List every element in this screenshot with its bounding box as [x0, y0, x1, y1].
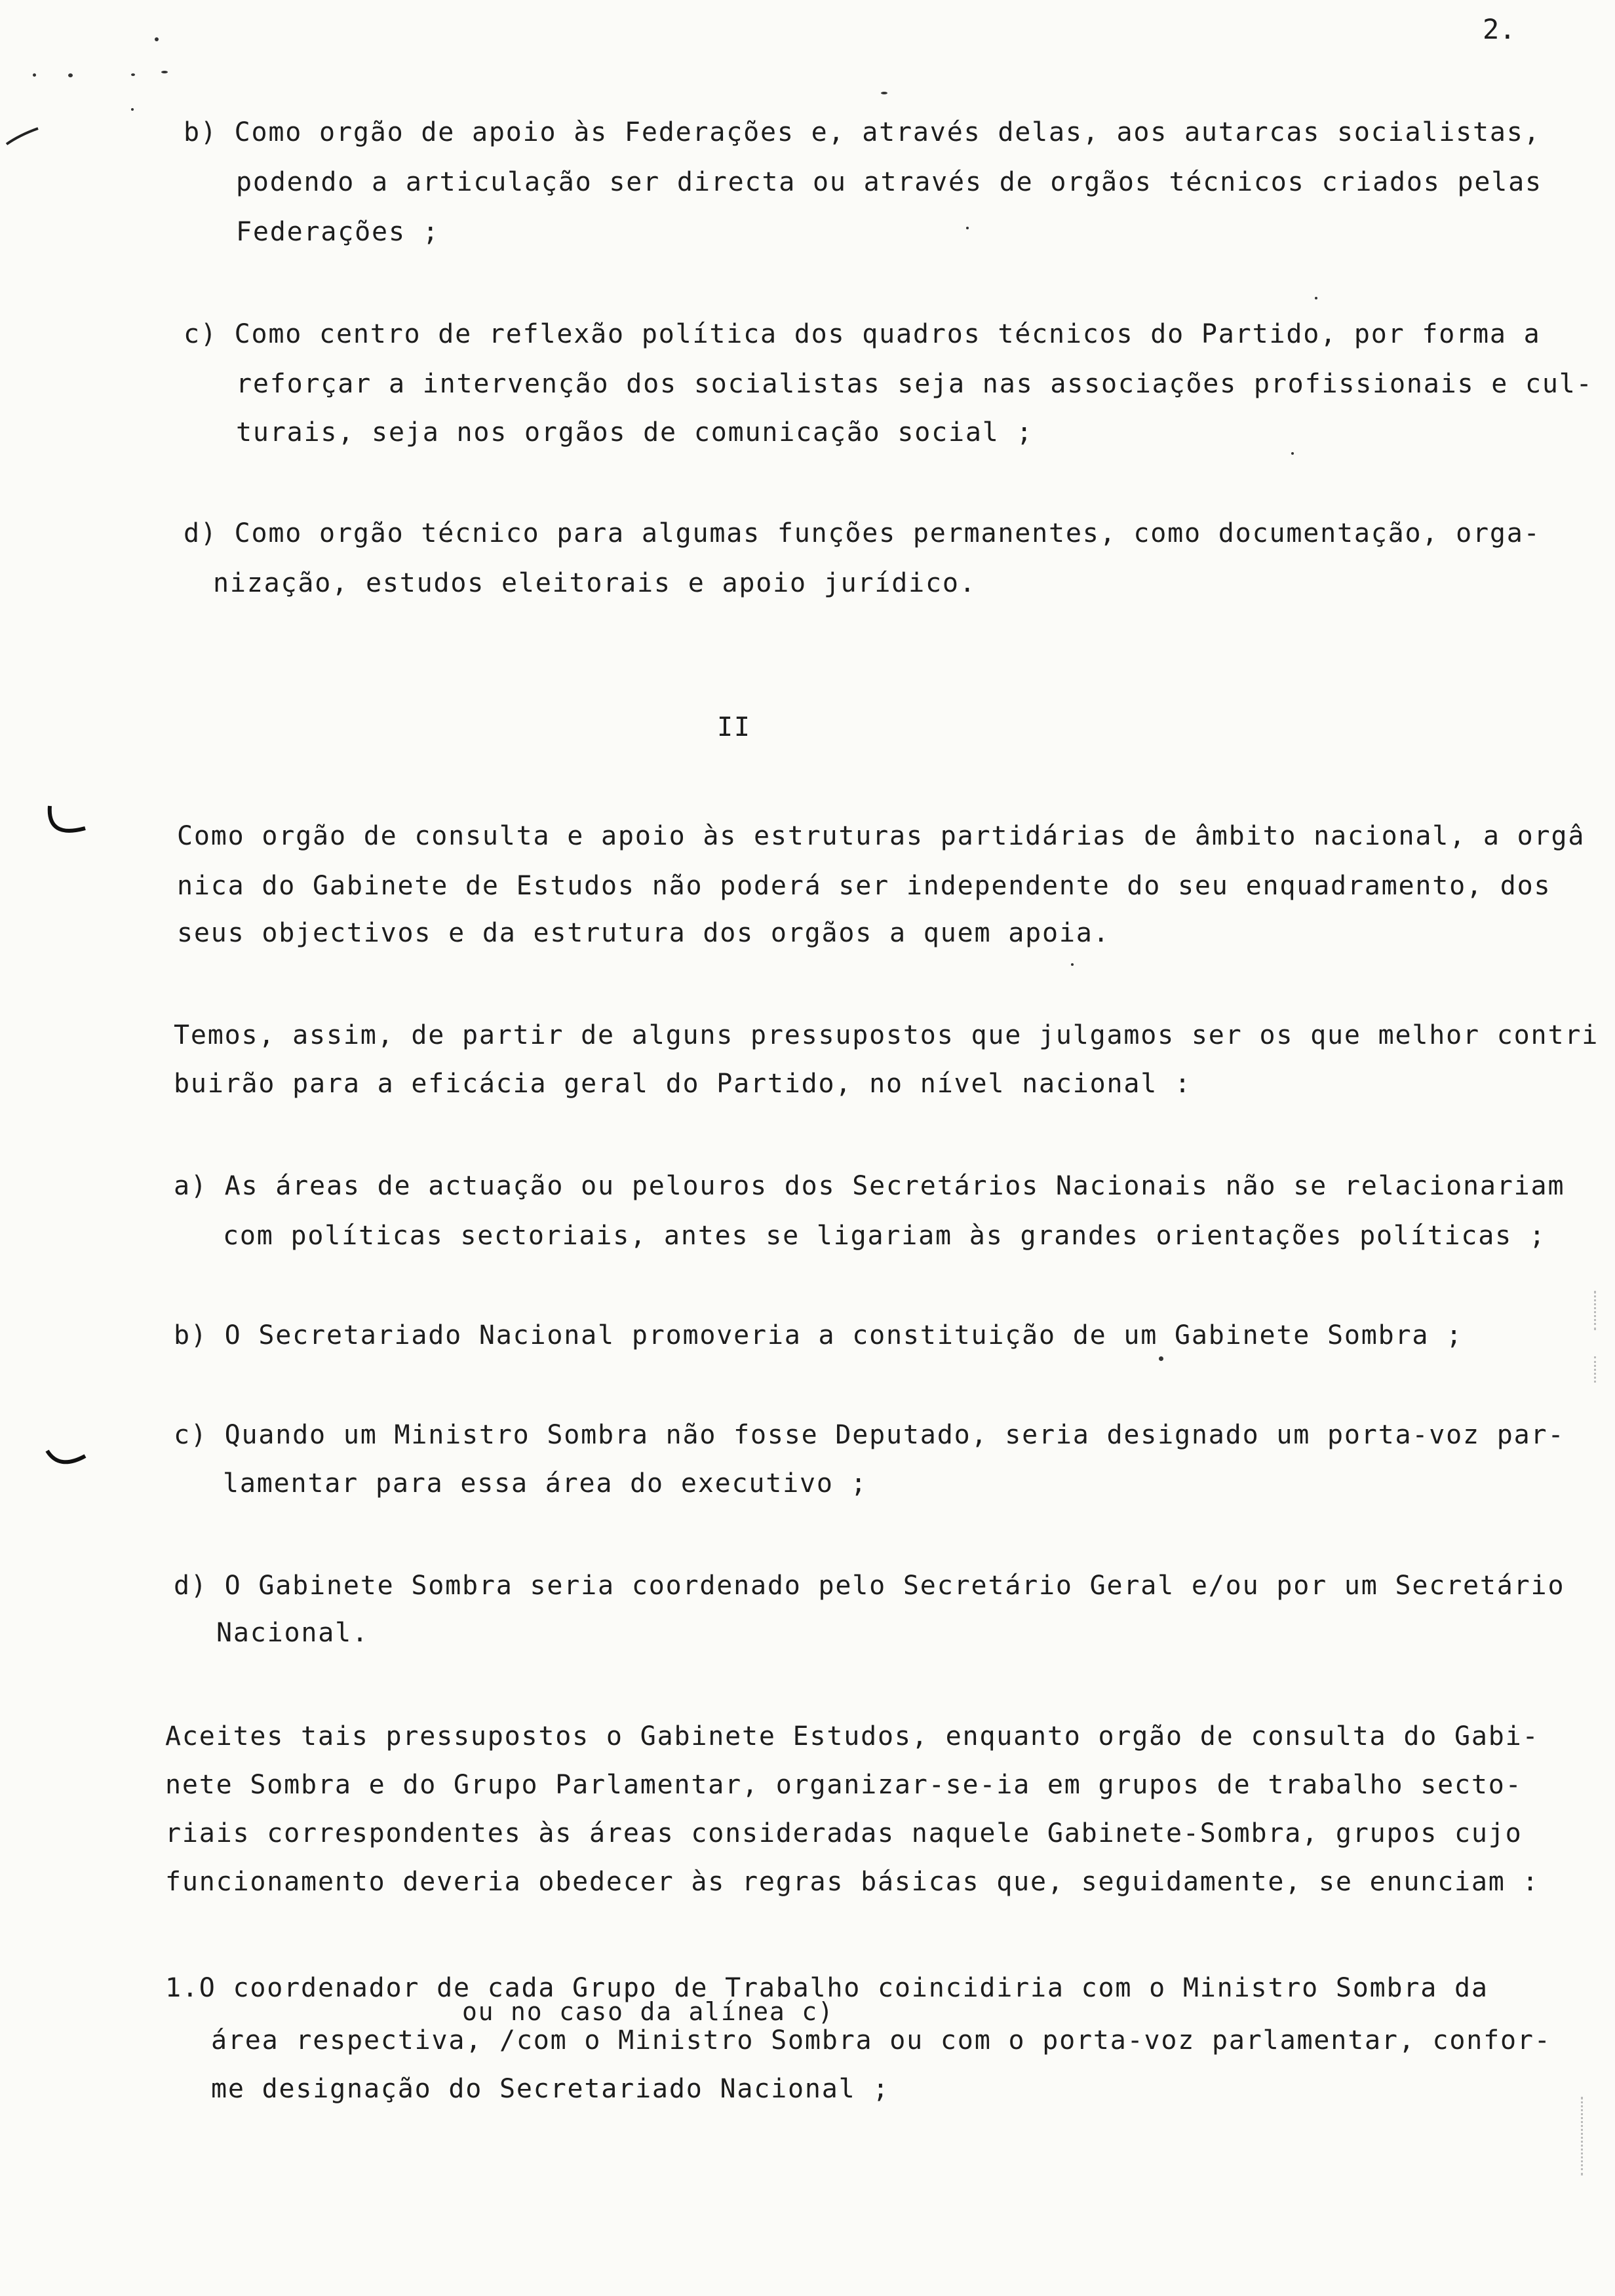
ink-speck	[1315, 297, 1317, 299]
scan-artifact	[1594, 1291, 1596, 1330]
item-d-line-2: nização, estudos eleitorais e apoio jurídico.	[213, 568, 977, 598]
point-a-line-2: com políticas sectoriais, antes se ligariam às grandes orientações políticas ;	[223, 1221, 1546, 1251]
rule-1-line-3: me designação do Secretariado Nacional ;	[211, 2074, 890, 2104]
point-b-line-1: b) O Secretariado Nacional promoveria a constituição de um Gabinete Sombra ;	[174, 1320, 1464, 1350]
point-d-line-2: Nacional.	[216, 1618, 369, 1648]
para-2-line-2: buirão para a eficácia geral do Partido, no nível nacional :	[174, 1069, 1192, 1099]
ink-speck	[1159, 1356, 1163, 1361]
item-d-line-1: d) Como orgão técnico para algumas funções permanentes, como documentação, orga-	[184, 518, 1541, 548]
item-b-line-3: Federações ;	[236, 217, 440, 247]
ink-speck	[881, 92, 887, 94]
binding-hole-mark-bottom	[39, 1442, 98, 1487]
ink-speck	[68, 73, 73, 77]
para-3-line-4: funcionamento deveria obedecer às regras básicas que, seguidamente, se enunciam :	[165, 1867, 1540, 1897]
scan-artifact	[1581, 2097, 1583, 2175]
para-1-line-3: seus objectivos e da estrutura dos orgãos a quem apoia.	[177, 918, 1110, 948]
binding-hole-mark-top	[39, 799, 98, 852]
para-3-line-1: Aceites tais pressupostos o Gabinete Estudos, enquanto orgão de consulta do Gabi-	[165, 1721, 1540, 1751]
rule-1-handwritten-insertion: ou no caso da alínea c)	[462, 1997, 834, 2026]
rule-1-line-1: 1.O coordenador de cada Grupo de Trabalho coincidiria com o Ministro Sombra da	[165, 1973, 1489, 2003]
ink-speck	[1071, 963, 1074, 966]
para-1-line-1: Como orgão de consulta e apoio às estruturas partidárias de âmbito nacional, a orgâ	[177, 821, 1586, 851]
point-d-line-1: d) O Gabinete Sombra seria coordenado pelo Secretário Geral e/ou por um Secretário	[174, 1571, 1565, 1601]
point-c-line-1: c) Quando um Ministro Sombra não fosse Deputado, seria designado um porta-voz par-	[174, 1420, 1565, 1450]
ink-speck	[131, 108, 134, 111]
ink-speck	[966, 227, 969, 229]
para-2-line-1: Temos, assim, de partir de alguns pressupostos que julgamos ser os que melhor contri	[174, 1020, 1599, 1050]
ink-speck	[131, 73, 135, 76]
item-c-line-2: reforçar a intervenção dos socialistas seja nas associações profissionais e cul-	[236, 369, 1593, 399]
para-3-line-2: nete Sombra e do Grupo Parlamentar, organizar-se-ia em grupos de trabalho secto-	[165, 1770, 1523, 1800]
section-heading-ii: II	[717, 712, 751, 742]
para-1-line-2: nica do Gabinete de Estudos não poderá ser independente do seu enquadramento, dos	[177, 871, 1551, 901]
rule-1-line-2: área respectiva, /com o Ministro Sombra ou com o porta-voz parlamentar, confor-	[211, 2025, 1551, 2056]
item-c-line-1: c) Como centro de reflexão política dos quadros técnicos do Partido, por forma a	[184, 319, 1541, 349]
item-c-line-3: turais, seja nos orgãos de comunicação social ;	[236, 417, 1034, 448]
ink-speck	[33, 73, 36, 77]
margin-pen-mark	[0, 118, 52, 157]
scan-artifact	[1594, 1356, 1596, 1383]
point-c-line-2: lamentar para essa área do executivo ;	[223, 1468, 868, 1499]
point-a-line-1: a) As áreas de actuação ou pelouros dos Secretários Nacionais não se relacionariam	[174, 1171, 1565, 1201]
item-b-line-1: b) Como orgão de apoio às Federações e, através delas, aos autarcas socialistas,	[184, 117, 1541, 147]
item-b-line-2: podendo a articulação ser directa ou através de orgãos técnicos criados pelas	[236, 167, 1542, 197]
ink-speck	[155, 37, 159, 41]
ink-speck	[1291, 452, 1294, 455]
para-3-line-3: riais correspondentes às áreas consideradas naquele Gabinete-Sombra, grupos cujo	[165, 1818, 1523, 1848]
page-number: 2.	[1483, 13, 1516, 45]
ink-speck	[161, 71, 168, 73]
